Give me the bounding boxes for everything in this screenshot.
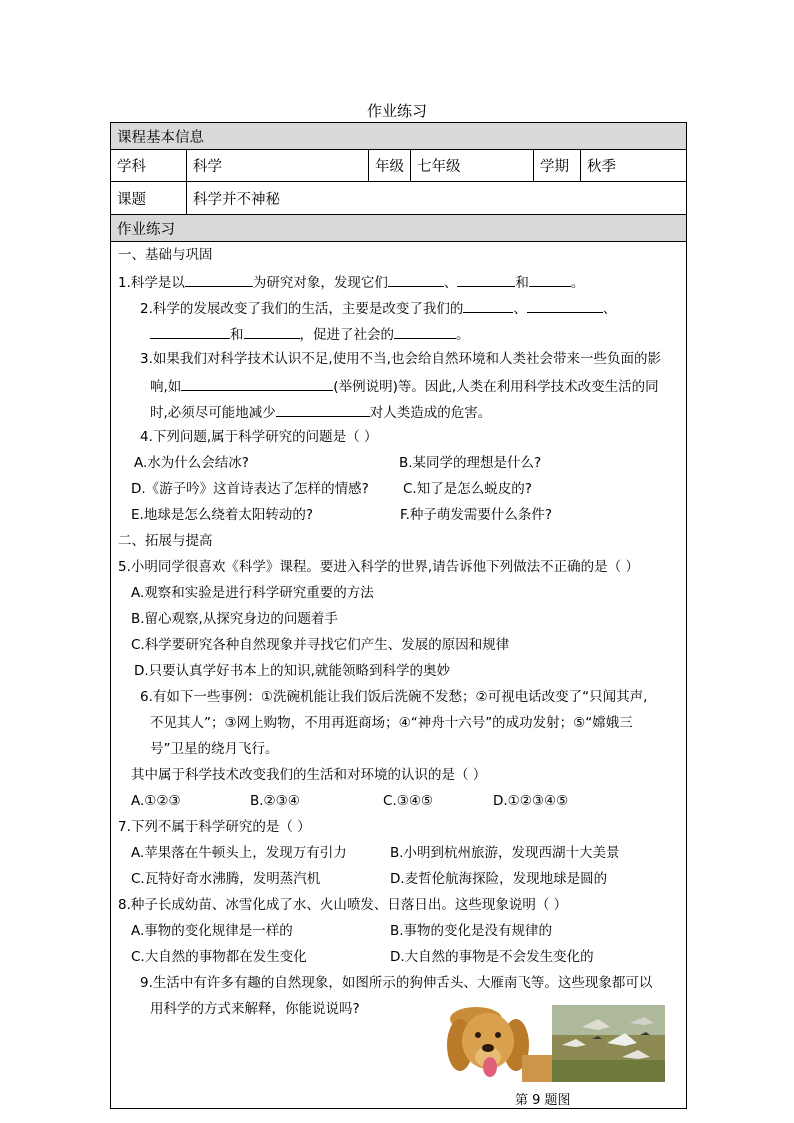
- q6-option-b: B.②③④: [250, 793, 300, 809]
- q4-option-c: C.知了是怎么蜕皮的?: [403, 481, 532, 497]
- answer-blank[interactable]: [244, 324, 300, 339]
- question-3-line-3: 时,必须尽可能地减少 对人类造成的危害。: [150, 402, 491, 422]
- geese-photo: [552, 1005, 665, 1082]
- answer-blank[interactable]: [181, 376, 333, 391]
- q7-option-c: C.瓦特好奇水沸腾，发明蒸汽机: [131, 871, 321, 887]
- question-3-line-2: 响,如 (举例说明)等。因此,人类在利用科学技术改变生活的同: [150, 376, 659, 396]
- question-4-stem: 4.下列问题,属于科学研究的问题是（ ）: [140, 429, 378, 445]
- q5-option-c: C.科学要研究各种自然现象并寻找它们产生、发展的原因和规律: [131, 637, 510, 653]
- answer-blank[interactable]: [388, 272, 444, 287]
- question-9-line-2: 用科学的方式来解释，你能说说吗?: [150, 1001, 360, 1017]
- course-info-row: [111, 150, 686, 182]
- q4-option-f: F.种子萌发需要什么条件?: [400, 507, 553, 523]
- grade-value: 七年级: [411, 150, 534, 181]
- question-2-line-1: 2.科学的发展改变了我们的生活，主要是改变了我们的 、 、: [140, 298, 616, 318]
- question-2-line-2: 和 ，促进了社会的 。: [150, 324, 470, 344]
- term-label: 学期: [534, 150, 581, 181]
- topic-row: [111, 182, 686, 215]
- question-7-stem: 7.下列不属于科学研究的是（ ）: [118, 819, 311, 835]
- q5-option-d: D.只要认真学好书本上的知识,就能领略到科学的奥妙: [134, 663, 450, 679]
- answer-blank[interactable]: [185, 272, 253, 287]
- q8-option-a: A.事物的变化规律是一样的: [131, 923, 293, 939]
- course-info-header-row: [111, 123, 686, 150]
- question-9-line-1: 9.生活中有许多有趣的自然现象，如图所示的狗伸舌头、大雁南飞等。这些现象都可以: [140, 975, 653, 991]
- course-info-header: 课程基本信息: [117, 129, 204, 146]
- term-value: 秋季: [587, 159, 616, 175]
- figure-caption: 第 9 题图: [515, 1093, 571, 1108]
- q7-option-a: A.苹果落在牛顿头上，发现万有引力: [131, 845, 347, 861]
- question-6-line-3: 号”卫星的绕月飞行。: [150, 741, 279, 757]
- q6-option-a: A.①②③: [131, 793, 181, 809]
- subject-value: 科学: [187, 150, 369, 181]
- question-8-stem: 8.种子长成幼苗、冰雪化成了水、火山喷发、日落日出。这些现象说明（ ）: [118, 897, 568, 913]
- answer-blank[interactable]: [463, 298, 513, 313]
- answer-blank[interactable]: [457, 272, 515, 287]
- q6-option-c: C.③④⑤: [383, 793, 434, 809]
- dog-photo: [436, 1005, 552, 1082]
- q5-option-a: A.观察和实验是进行科学研究重要的方法: [131, 585, 374, 601]
- answer-blank[interactable]: [394, 324, 456, 339]
- answer-blank[interactable]: [150, 324, 230, 339]
- q8-option-c: C.大自然的事物都在发生变化: [131, 949, 307, 965]
- q5-option-b: B.留心观察,从探究身边的问题着手: [131, 611, 338, 627]
- document-title: 作业练习: [366, 102, 427, 120]
- question-3-line-1: 3.如果我们对科学技术认识不足,使用不当,也会给自然环境和人类社会带来一些负面的影: [140, 351, 661, 367]
- q8-option-d: D.大自然的事物是不会发生变化的: [390, 949, 594, 965]
- answer-blank[interactable]: [529, 272, 571, 287]
- topic-value: 科学并不神秘: [193, 191, 280, 208]
- question-1: 1.科学是以 为研究对象，发现它们 、 和 。: [118, 272, 584, 292]
- answer-blank[interactable]: [527, 298, 603, 313]
- question-6-line-2: 不见其人”；③网上购物，不用再逛商场；④“神舟十六号”的成功发射；⑤“嫦娥三: [150, 715, 633, 731]
- q6-option-d: D.①②③④⑤: [493, 793, 569, 809]
- topic-label: 课题: [111, 182, 187, 214]
- q4-option-a: A.水为什么会结冰?: [134, 455, 249, 471]
- answer-blank[interactable]: [276, 402, 370, 417]
- question-6-stem: 其中属于科学技术改变我们的生活和对环境的认识的是（ ）: [131, 767, 487, 783]
- exercise-header: 作业练习: [117, 221, 175, 238]
- question-6-line-1: 6.有如下一些事例：①洗碗机能让我们饭后洗碗不发愁；②可视电话改变了“只闻其声,: [140, 689, 648, 705]
- q7-option-b: B.小明到杭州旅游，发现西湖十大美景: [390, 845, 620, 861]
- q7-option-d: D.麦哲伦航海探险，发现地球是圆的: [390, 871, 608, 887]
- q4-option-e: E.地球是怎么绕着太阳转动的?: [131, 507, 313, 523]
- q4-option-d: D.《游子吟》这首诗表达了怎样的情感?: [131, 481, 369, 497]
- grade-label: 年级: [369, 150, 411, 181]
- exercise-header-row: [111, 215, 686, 242]
- subject-label: 学科: [111, 150, 187, 181]
- section-basic: 一、基础与巩固: [118, 247, 213, 263]
- section-extension: 二、拓展与提高: [118, 533, 213, 549]
- q4-option-b: B.某同学的理想是什么?: [399, 455, 542, 471]
- question-5-stem: 5.小明同学很喜欢《科学》课程。要进入科学的世界,请告诉他下列做法不正确的是（ ）: [118, 559, 639, 575]
- q8-option-b: B.事物的变化是没有规律的: [390, 923, 553, 939]
